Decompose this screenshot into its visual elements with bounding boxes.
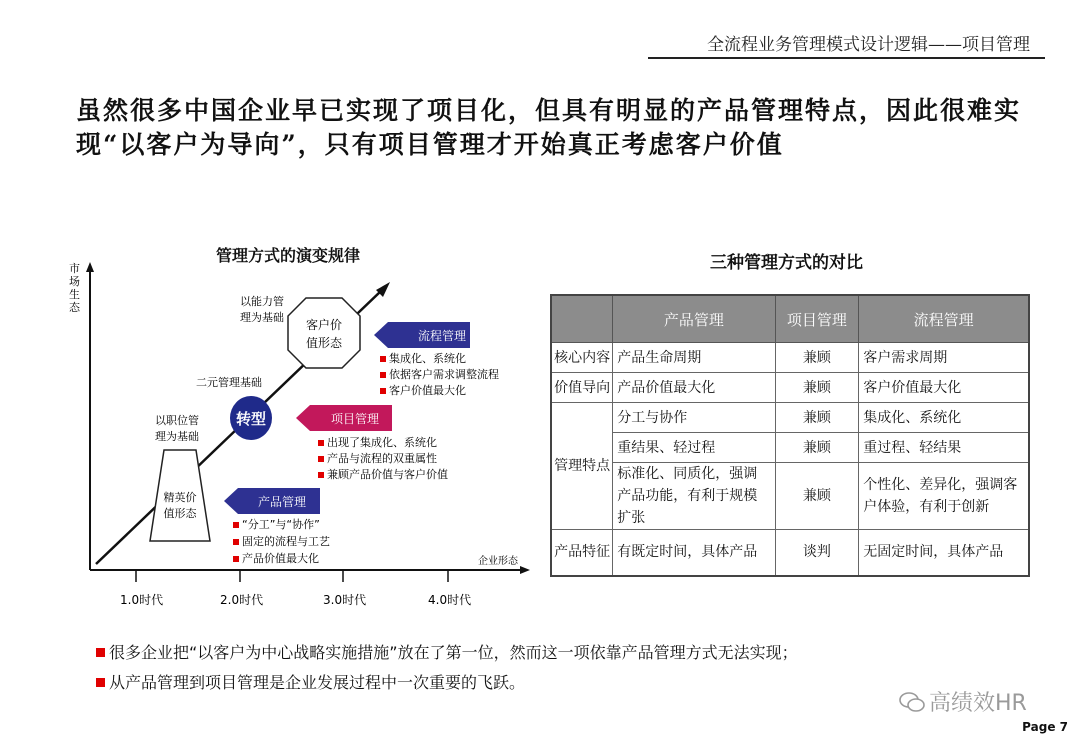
y-axis-arrow <box>86 262 94 272</box>
octagon-text-2: 值形态 <box>305 336 343 350</box>
trapezoid-text-2: 值形态 <box>163 507 197 520</box>
bullet-square <box>318 440 324 446</box>
diagram-title: 管理方式的演变规律 <box>216 246 361 265</box>
stage-point: 产品价值最大化 <box>242 552 319 565</box>
evolution-diagram <box>60 260 530 620</box>
bullet-list <box>96 638 798 698</box>
stage-point: 客户价值最大化 <box>389 384 466 397</box>
stage-point: 依据客户需求调整流程 <box>389 368 499 381</box>
bullet-square <box>96 648 105 657</box>
table-cell: 重结果、轻过程 <box>613 433 775 463</box>
stage-point: 产品与流程的双重属性 <box>327 452 437 465</box>
row-header: 产品特征 <box>551 530 613 576</box>
stage-label: 项目管理 <box>330 412 380 426</box>
y-axis-label-3: 生 <box>69 288 80 301</box>
stage-point: 出现了集成化、系统化 <box>327 436 437 449</box>
stage-point: “分工”与“协作” <box>242 518 320 531</box>
table-cell: 标准化、同质化，强调产品功能，有利于规模扩张 <box>613 463 775 530</box>
y-axis-label-1: 市 <box>69 262 80 275</box>
column-header <box>551 295 613 343</box>
octagon-text-1: 客户价 <box>305 318 343 332</box>
table-cell: 集成化、系统化 <box>859 403 1029 433</box>
column-header: 流程管理 <box>859 295 1029 343</box>
bullet-text: 很多企业把“以客户为中心战略实施措施”放在了第一位，然而这一项依靠产品管理方式无法实现； <box>109 643 798 662</box>
stage-point: 固定的流程与工艺 <box>242 535 330 548</box>
table-cell: 客户价值最大化 <box>859 373 1029 403</box>
bullet-square <box>380 356 386 362</box>
wechat-icon <box>898 691 926 713</box>
headline: 虽然很多中国企业早已实现了项目化，但具有明显的产品管理特点，因此很难实现“以客户为导向”，只有项目管理才开始真正考虑客户价值 <box>76 96 1022 159</box>
table-row <box>551 433 1029 463</box>
table-cell: 无固定时间，具体产品 <box>859 530 1029 576</box>
circle-text: 转型 <box>235 410 267 428</box>
trapezoid-caption-2: 理为基础 <box>155 430 199 443</box>
octagon-caption-1: 以能力管 <box>240 295 284 308</box>
table-cell: 客户需求周期 <box>859 343 1029 373</box>
table-cell: 产品价值最大化 <box>613 373 775 403</box>
bullet-square <box>318 456 324 462</box>
bullet-square <box>380 372 386 378</box>
table-row <box>551 463 1029 530</box>
column-header: 项目管理 <box>775 295 859 343</box>
header-title: 全流程业务管理模式设计逻辑——项目管理 <box>707 35 1030 55</box>
stage-point: 兼顾产品价值与客户价值 <box>327 468 448 481</box>
list-item <box>96 638 798 668</box>
header-divider <box>648 57 1045 59</box>
bullet-square <box>318 472 324 478</box>
table-cell: 谈判 <box>775 530 859 576</box>
table-cell: 兼顾 <box>775 373 859 403</box>
watermark-text: 高绩效HR <box>929 691 1027 716</box>
table-cell: 个性化、差异化，强调客户体验，有利于创新 <box>859 463 1029 530</box>
stage-label: 流程管理 <box>417 329 467 343</box>
x-tick-label: 1.0时代 <box>120 593 164 607</box>
stage-point: 集成化、系统化 <box>389 352 466 365</box>
table-cell: 兼顾 <box>775 403 859 433</box>
table-cell: 兼顾 <box>775 343 859 373</box>
watermark <box>898 686 1027 717</box>
bullet-square <box>233 539 239 545</box>
octagon-caption-2: 理为基础 <box>240 311 284 324</box>
table-cell: 兼顾 <box>775 463 859 530</box>
trapezoid-caption-1: 以职位管 <box>155 414 199 427</box>
table-cell: 分工与协作 <box>613 403 775 433</box>
x-axis-label: 企业形态 <box>478 556 518 567</box>
bullet-square <box>96 678 105 687</box>
column-header: 产品管理 <box>613 295 775 343</box>
stage-label: 产品管理 <box>257 495 307 509</box>
table-row <box>551 530 1029 576</box>
table-cell: 重过程、轻结果 <box>859 433 1029 463</box>
x-tick-label: 4.0时代 <box>428 593 472 607</box>
table-cell: 产品生命周期 <box>613 343 775 373</box>
y-axis-label-2: 场 <box>69 275 80 288</box>
table-row <box>551 403 1029 433</box>
y-axis-label-4: 态 <box>69 301 80 314</box>
trapezoid-text-1: 精英价 <box>163 491 197 504</box>
row-header: 核心内容 <box>551 343 613 373</box>
circle-caption: 二元管理基础 <box>196 376 262 389</box>
table-title: 三种管理方式的对比 <box>710 253 863 273</box>
x-tick-label: 3.0时代 <box>323 593 367 607</box>
comparison-table <box>550 294 1030 577</box>
bullet-square <box>233 522 239 528</box>
x-axis-arrow <box>520 566 530 574</box>
x-tick-label: 2.0时代 <box>220 593 264 607</box>
page-number: Page 7 <box>1022 720 1068 734</box>
table-row <box>551 343 1029 373</box>
table-row <box>551 373 1029 403</box>
row-header: 管理特点 <box>551 403 613 530</box>
bullet-square <box>233 556 239 562</box>
customer-value-octagon <box>288 298 360 368</box>
bullet-text: 从产品管理到项目管理是企业发展过程中一次重要的飞跃。 <box>109 673 526 692</box>
table-cell: 有既定时间，具体产品 <box>613 530 775 576</box>
list-item <box>96 668 798 698</box>
table-cell: 兼顾 <box>775 433 859 463</box>
bullet-square <box>380 388 386 394</box>
table-header-row <box>551 295 1029 343</box>
row-header: 价值导向 <box>551 373 613 403</box>
